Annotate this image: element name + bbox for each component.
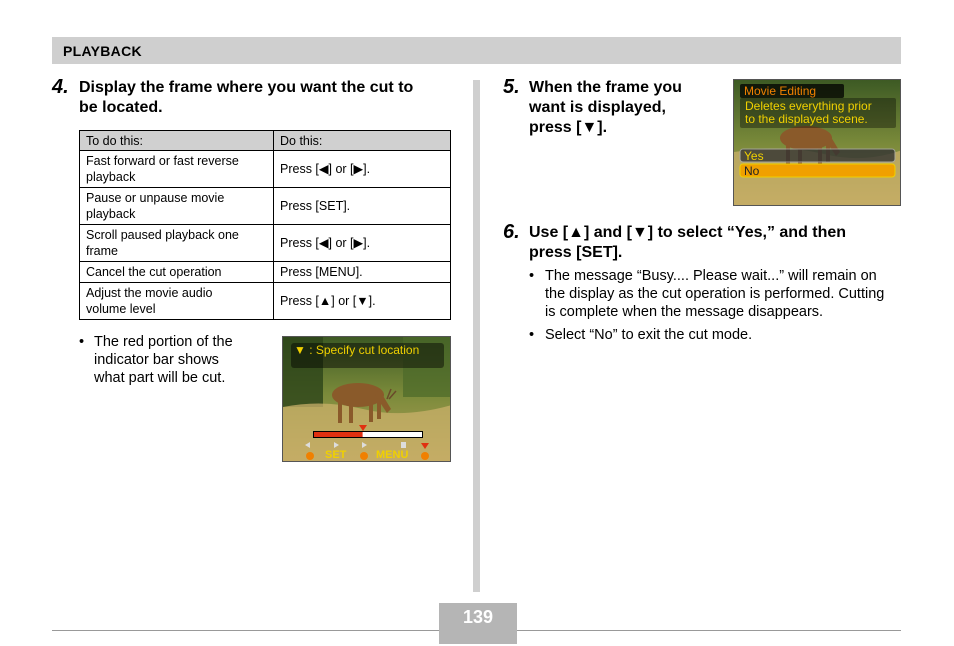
bullet-dot: • (529, 327, 535, 343)
osd-menu-title: Movie Editing (744, 84, 817, 98)
bullet-dot: • (529, 268, 535, 284)
step-5-title-line: When the frame you (529, 79, 682, 96)
step-6-number: 6. (503, 221, 520, 243)
step-4-title-line-2: be located. (79, 99, 163, 116)
bullet-line: The message “Busy.... Please wait...” will remain on (545, 268, 877, 284)
step-6-bullet-1 (529, 267, 901, 321)
table-cell-instruction: Press [◀] or [▶]. (274, 151, 451, 188)
osd-message-line-2: to the displayed scene. (745, 112, 868, 126)
cell-line: Scroll paused playback one (86, 228, 239, 242)
osd-set-label: SET (325, 449, 347, 461)
bullet-dot: • (79, 334, 85, 350)
section-title: PLAYBACK (63, 43, 142, 59)
cell-line: playback (86, 170, 136, 184)
step-4-title-line-1: Display the frame where you want the cut to (79, 79, 414, 96)
step-4-title (79, 78, 413, 118)
table-header-cell: Do this: (274, 131, 451, 151)
bullet-line: The red portion of the (94, 334, 233, 350)
table-cell-action (80, 283, 274, 320)
table-header-cell: To do this: (80, 131, 274, 151)
column-divider (473, 80, 480, 592)
bullet-line: is complete when the message disappears. (545, 304, 824, 320)
step-6-title-line-1: Use [▲] and [▼] to select “Yes,” and then (529, 224, 847, 241)
step-4-bullet (79, 333, 274, 387)
page-number: 139 (462, 607, 494, 627)
osd-message-line-1: Deletes everything prior (745, 99, 872, 113)
step-5-title (529, 78, 682, 138)
table-cell-instruction: Press [SET]. (274, 188, 451, 225)
bullet-line: indicator bar shows (94, 352, 219, 368)
table-cell-instruction: Press [MENU]. (274, 262, 451, 283)
osd-instruction-text: ▼ : Specify cut location (294, 343, 420, 357)
table-row (80, 262, 451, 283)
table-row (80, 283, 451, 320)
step-4-number: 4. (52, 76, 69, 98)
table-row (80, 151, 451, 188)
section-header-bar (52, 37, 901, 64)
table-cell-action (80, 225, 274, 262)
step-5-number: 5. (503, 76, 520, 98)
page-number-tab-base (439, 631, 517, 644)
osd-option-yes[interactable]: Yes (744, 149, 764, 163)
cell-line: Cancel the cut operation (86, 265, 222, 279)
step-5-title-line: want is displayed, (529, 99, 666, 116)
cell-line: Pause or unpause movie (86, 191, 225, 205)
camera-screen-movie-editing (733, 79, 901, 206)
bullet-line: what part will be cut. (94, 370, 226, 386)
operations-table (79, 130, 451, 320)
table-header-row (80, 131, 451, 151)
cell-line: volume level (86, 302, 156, 316)
osd-menu-label: MENU (376, 449, 409, 461)
cell-line: playback (86, 207, 136, 221)
camera-screen-cut-location (282, 336, 451, 462)
bullet-line: the display as the cut operation is performed. Cutting (545, 286, 885, 302)
table-cell-instruction: Press [▲] or [▼]. (274, 283, 451, 320)
table-row (80, 188, 451, 225)
cell-line: Adjust the movie audio (86, 286, 213, 300)
table-cell-action (80, 151, 274, 188)
osd-option-no[interactable]: No (744, 164, 760, 178)
page-number-box (439, 603, 517, 631)
table-cell-action (80, 262, 274, 283)
step-5-title-line: press [▼]. (529, 119, 608, 136)
cell-line: Fast forward or fast reverse (86, 154, 239, 168)
table-cell-instruction: Press [◀] or [▶]. (274, 225, 451, 262)
cell-line: frame (86, 244, 118, 258)
table-cell-action (80, 188, 274, 225)
table-row (80, 225, 451, 262)
step-6-title (529, 223, 846, 263)
step-6-bullet-2 (529, 326, 901, 344)
step-6-title-line-2: press [SET]. (529, 244, 623, 261)
bullet-line: Select “No” to exit the cut mode. (545, 327, 753, 343)
